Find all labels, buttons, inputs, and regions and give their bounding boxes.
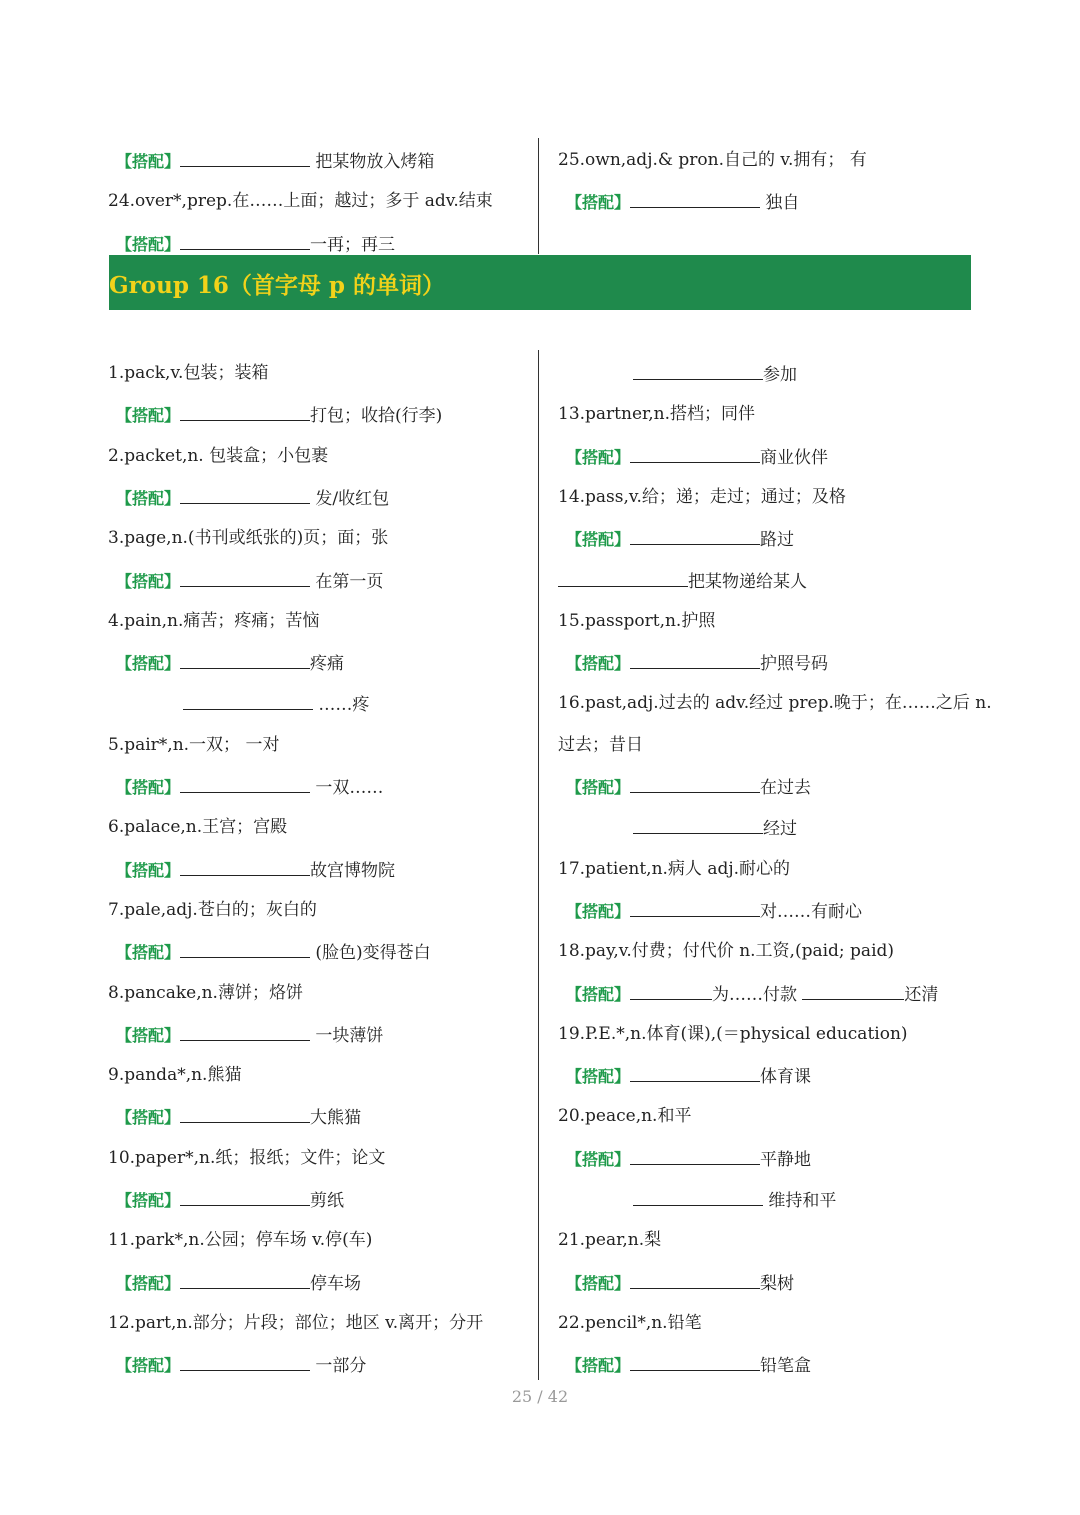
entry-text: 7.pale,adj.苍白的；灰白的 — [108, 899, 317, 920]
entry-text: 20.peace,n.和平 — [558, 1106, 692, 1127]
entry-text: 10.paper*,n.纸；报纸；文件；论文 — [108, 1147, 386, 1168]
fill-in-blank[interactable] — [630, 1268, 760, 1289]
entry-line — [108, 813, 287, 841]
entry-line — [116, 1185, 344, 1213]
collocation-tag: 【搭配】 — [566, 530, 631, 550]
group-banner — [109, 255, 971, 310]
entry-line — [108, 1144, 385, 1172]
entry-line — [558, 1309, 702, 1337]
entry-text: 剪纸 — [310, 1191, 345, 1211]
entry-line — [108, 442, 328, 470]
entry-line — [558, 483, 846, 511]
entry-text: 把某物放入烤箱 — [310, 152, 435, 172]
entry-text: 维持和平 — [763, 1191, 837, 1211]
collocation-tag: 【搭配】 — [116, 488, 181, 508]
entry-text: 疼痛 — [310, 654, 345, 675]
entry-text: 商业伙伴 — [760, 447, 829, 468]
collocation-tag: 【搭配】 — [116, 1191, 181, 1210]
collocation-tag: 【搭配】 — [116, 1273, 181, 1293]
fill-in-blank[interactable] — [630, 1350, 760, 1371]
entry-line — [116, 648, 344, 676]
top-column-divider — [538, 138, 539, 254]
entry-line — [108, 607, 319, 635]
collocation-tag: 【搭配】 — [116, 778, 181, 797]
entry-text: 梨树 — [760, 1273, 795, 1294]
entry-line — [558, 146, 867, 174]
entry-text: 22.pencil*,n.铅笔 — [558, 1312, 702, 1333]
entry-text: 17.patient,n.病人 adj.耐心的 — [558, 858, 791, 879]
entry-line — [558, 1102, 691, 1130]
entry-line — [566, 442, 828, 470]
entry-line — [108, 1226, 372, 1254]
entry-text: 12.part,n.部分；片段；部位；地区 v.离开；分开 — [108, 1312, 484, 1333]
collocation-tag: 【搭配】 — [116, 654, 181, 674]
entry-line — [116, 1020, 383, 1048]
collocation-tag: 【搭配】 — [566, 1149, 631, 1169]
entry-text: 打包；收拾(行李) — [310, 406, 443, 427]
entry-line — [558, 566, 807, 594]
entry-text: 对……有耐心 — [760, 901, 863, 922]
entry-line — [566, 524, 794, 552]
entry-text: 参加 — [763, 365, 797, 385]
entry-text: 铅笔盒 — [760, 1356, 812, 1377]
entry-text: 16.past,adj.过去的 adv.经过 prep.晚于；在……之后 n. — [558, 693, 992, 714]
fill-in-blank[interactable] — [630, 979, 712, 1000]
entry-text: 一再；再三 — [310, 234, 396, 255]
entry-line — [108, 1309, 483, 1337]
entry-line — [116, 772, 383, 800]
fill-in-blank[interactable] — [180, 1102, 310, 1123]
fill-in-blank[interactable] — [630, 648, 760, 669]
entry-line — [558, 689, 992, 717]
fill-in-blank[interactable] — [630, 524, 760, 545]
entry-text: 在第一页 — [310, 571, 384, 592]
entry-text: 发/收红包 — [310, 488, 390, 509]
entry-line — [108, 979, 303, 1007]
collocation-tag: 【搭配】 — [116, 571, 181, 591]
entry-line — [566, 187, 799, 215]
collocation-tag: 【搭配】 — [566, 1273, 631, 1293]
collocation-tag: 【搭配】 — [566, 654, 631, 674]
entry-text: 一块薄饼 — [310, 1025, 384, 1046]
entry-line — [116, 1350, 366, 1378]
entry-line — [566, 1144, 811, 1172]
entry-text: 1.pack,v.包装；装箱 — [108, 363, 269, 383]
entry-line — [633, 1185, 836, 1213]
entry-text: 11.park*,n.公园；停车场 v.停(车) — [108, 1230, 373, 1251]
entry-line — [558, 607, 715, 635]
collocation-tag: 【搭配】 — [116, 406, 181, 426]
entry-text: 一双…… — [310, 778, 384, 798]
entry-text: 2.packet,n. 包装盒；小包裹 — [108, 445, 329, 466]
entry-text: 平静地 — [760, 1149, 812, 1170]
collocation-tag: 【搭配】 — [566, 193, 631, 213]
entry-text: 还清 — [904, 984, 939, 1005]
fill-in-blank[interactable] — [180, 855, 310, 876]
entry-text: 独自 — [760, 193, 800, 214]
entry-text: 6.palace,n.王宫；宫殿 — [108, 817, 288, 838]
entry-text: 3.page,n.(书刊或纸张的)页；面；张 — [108, 528, 389, 549]
entry-line — [116, 566, 383, 594]
entry-line — [566, 1350, 811, 1378]
collocation-tag: 【搭配】 — [566, 447, 631, 467]
collocation-tag: 【搭配】 — [566, 901, 631, 921]
entry-text: 把某物递给某人 — [688, 571, 807, 592]
collocation-tag: 【搭配】 — [116, 1356, 181, 1376]
entry-line — [558, 400, 755, 428]
entry-text: 一部分 — [310, 1356, 367, 1377]
fill-in-blank[interactable] — [630, 896, 760, 917]
fill-in-blank[interactable] — [180, 566, 310, 587]
entry-line — [566, 648, 828, 676]
entry-line — [558, 1020, 908, 1048]
entry-text: 13.partner,n.搭档；同伴 — [558, 404, 756, 425]
collocation-tag: 【搭配】 — [116, 1108, 181, 1128]
entry-line — [108, 731, 279, 759]
fill-in-blank[interactable] — [180, 400, 310, 421]
fill-in-blank[interactable] — [633, 813, 763, 834]
entry-text: 为……付款 — [712, 984, 803, 1005]
entry-line — [566, 1061, 811, 1089]
entry-line — [183, 689, 369, 717]
fill-in-blank[interactable] — [180, 772, 310, 793]
fill-in-blank[interactable] — [630, 772, 760, 793]
entry-text: 护照号码 — [760, 654, 829, 675]
entry-text: ……疼 — [313, 695, 370, 716]
entry-line — [108, 896, 317, 924]
fill-in-blank[interactable] — [630, 442, 760, 463]
fill-in-blank[interactable] — [633, 1185, 763, 1206]
fill-in-blank[interactable] — [180, 1185, 310, 1206]
entry-line — [116, 855, 395, 883]
collocation-tag: 【搭配】 — [116, 860, 181, 880]
entry-line — [116, 937, 431, 965]
fill-in-blank[interactable] — [558, 566, 688, 587]
entry-text: 路过 — [760, 530, 795, 551]
fill-in-blank[interactable] — [630, 1061, 760, 1082]
entry-text: 经过 — [763, 819, 797, 840]
entry-line — [558, 731, 643, 759]
page-number: 25 / 42 — [511, 1387, 569, 1406]
group-title: Group 16（首字母 p 的单词） — [109, 272, 446, 299]
entry-text: (脸色)变得苍白 — [310, 943, 431, 964]
entry-text: 24.over*,prep.在……上面；越过；多于 adv.结束 — [108, 191, 493, 212]
entry-line — [108, 1061, 241, 1089]
fill-in-blank[interactable] — [630, 1144, 760, 1165]
entry-text: 8.pancake,n.薄饼；烙饼 — [108, 982, 303, 1003]
entry-text: 14.pass,v.给；递；走过；通过；及格 — [558, 486, 846, 507]
fill-in-blank[interactable] — [630, 187, 760, 208]
entry-text: 大熊猫 — [310, 1108, 362, 1129]
entry-text: 19.P.E.*,n.体育(课),(＝physical education) — [558, 1023, 908, 1044]
main-column-divider — [538, 350, 539, 1380]
entry-text: 过去；昔日 — [558, 734, 643, 755]
fill-in-blank[interactable] — [180, 483, 310, 504]
fill-in-blank[interactable] — [180, 146, 310, 167]
fill-in-blank[interactable] — [802, 979, 904, 1000]
entry-line — [566, 979, 938, 1007]
entry-line — [116, 1268, 361, 1296]
entry-line — [108, 524, 388, 552]
entry-line — [558, 937, 894, 965]
entry-text: 9.panda*,n.熊猫 — [108, 1065, 242, 1086]
entry-line — [566, 772, 811, 800]
collocation-tag: 【搭配】 — [116, 1025, 181, 1045]
fill-in-blank[interactable] — [180, 1268, 310, 1289]
collocation-tag: 【搭配】 — [116, 943, 181, 963]
entry-text: 25.own,adj.& pron.自己的 v.拥有； 有 — [558, 150, 867, 170]
entry-line — [566, 1268, 794, 1296]
entry-text: 21.pear,n.梨 — [558, 1230, 662, 1251]
entry-line — [558, 855, 790, 883]
collocation-tag: 【搭配】 — [566, 1067, 631, 1087]
collocation-tag: 【搭配】 — [116, 152, 181, 171]
entry-text: 在过去 — [760, 778, 812, 798]
fill-in-blank[interactable] — [183, 689, 313, 710]
fill-in-blank[interactable] — [180, 229, 310, 250]
entry-text: 停车场 — [310, 1273, 362, 1294]
entry-line — [108, 359, 268, 387]
fill-in-blank[interactable] — [180, 937, 310, 958]
collocation-tag: 【搭配】 — [566, 984, 631, 1004]
collocation-tag: 【搭配】 — [566, 778, 631, 797]
fill-in-blank[interactable] — [180, 1020, 310, 1041]
entry-line — [116, 1102, 361, 1130]
entry-text: 体育课 — [760, 1067, 812, 1088]
entry-line — [566, 896, 862, 924]
entry-line — [633, 359, 797, 387]
entry-line — [116, 483, 389, 511]
entry-line — [633, 813, 797, 841]
fill-in-blank[interactable] — [180, 1350, 310, 1371]
entry-line — [108, 187, 493, 215]
collocation-tag: 【搭配】 — [116, 234, 181, 254]
fill-in-blank[interactable] — [633, 359, 763, 380]
entry-line — [116, 229, 395, 257]
entry-text: 4.pain,n.痛苦；疼痛；苦恼 — [108, 610, 320, 631]
fill-in-blank[interactable] — [180, 648, 310, 669]
entry-text: 15.passport,n.护照 — [558, 610, 716, 631]
entry-line — [116, 400, 442, 428]
entry-text: 故宫博物院 — [310, 860, 396, 881]
entry-line — [558, 1226, 661, 1254]
entry-text: 18.pay,v.付费；付代价 n.工资,(paid; paid) — [558, 941, 895, 962]
collocation-tag: 【搭配】 — [566, 1356, 631, 1376]
entry-text: 5.pair*,n.一双； 一对 — [108, 734, 280, 755]
entry-line — [116, 146, 434, 174]
